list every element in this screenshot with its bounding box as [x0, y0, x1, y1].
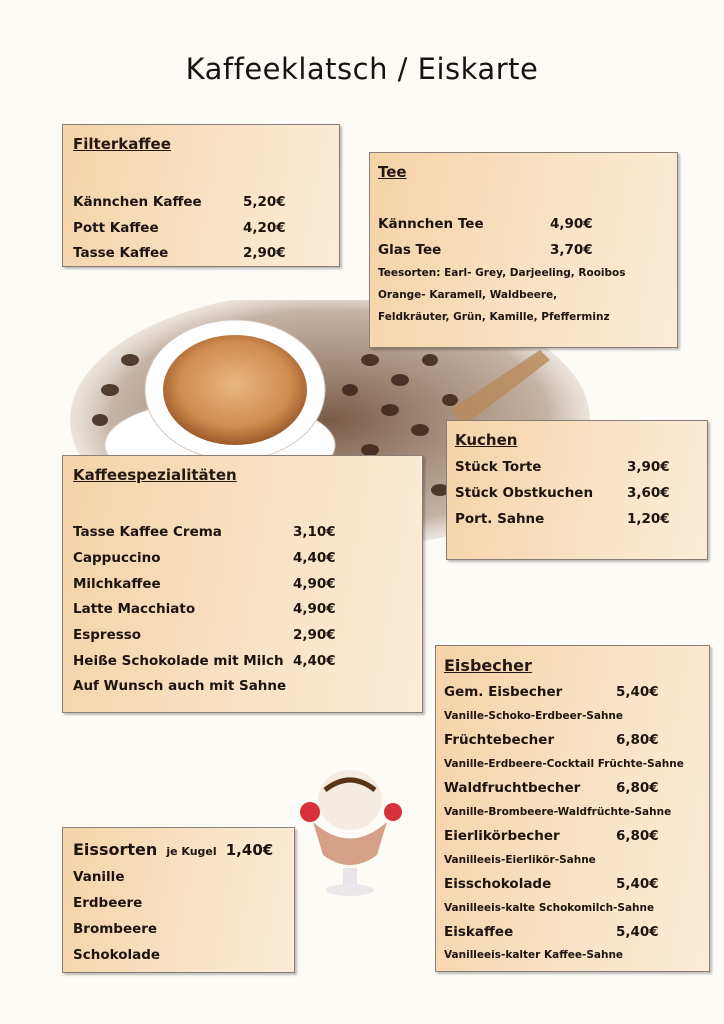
menu-item-name: Stück Torte [455, 459, 542, 475]
menu-item-price: 4,20€ [243, 220, 286, 236]
menu-item-price: 4,40€ [293, 653, 336, 669]
eissorte-item: Schokolade [73, 947, 161, 963]
menu-item-price: 6,80€ [616, 828, 659, 844]
eissorte-item: Vanille [73, 869, 125, 885]
kaffeespezialitaeten-box [62, 455, 423, 713]
menu-item-price: 3,60€ [627, 485, 670, 501]
menu-item-price: 4,90€ [550, 216, 593, 232]
menu-item-name: Kännchen Tee [378, 216, 484, 232]
eissorten-box [62, 827, 295, 973]
eisbecher-desc: Vanilleeis-kalter Kaffee-Sahne [444, 949, 624, 961]
teesorten-line: Feldkräuter, Grün, Kamille, Pfefferminz [378, 311, 610, 323]
kuchen-box [446, 420, 708, 560]
menu-item-name: Tasse Kaffee Crema [73, 524, 222, 540]
eisbecher-desc: Vanille-Erdbeere-Cocktail Früchte-Sahne [444, 758, 684, 770]
tee-heading: Tee [378, 163, 407, 181]
menu-item-name: Port. Sahne [455, 511, 545, 527]
sahne-note: Auf Wunsch auch mit Sahne [73, 678, 287, 694]
menu-item-price: 5,40€ [616, 876, 659, 892]
eisbecher-desc: Vanilleeis-Eierlikör-Sahne [444, 854, 596, 866]
teesorten-line: Teesorten: Earl- Grey, Darjeeling, Rooibos [378, 267, 626, 279]
eisbecher-heading: Eisbecher [444, 656, 532, 675]
menu-item-name: Eierlikörbecher [444, 828, 560, 844]
menu-item-name: Latte Macchiato [73, 601, 196, 617]
eisbecher-box [435, 645, 710, 972]
menu-item-price: 4,90€ [293, 576, 336, 592]
menu-item-price: 6,80€ [616, 732, 659, 748]
teesorten-line: Orange- Karamell, Waldbeere, [378, 289, 558, 301]
menu-item-name: Cappuccino [73, 550, 161, 566]
menu-item-price: 2,90€ [243, 245, 286, 261]
filterkaffee-heading: Filterkaffee [73, 135, 171, 153]
ice-cream-image [285, 760, 415, 900]
menu-item-price: 2,90€ [293, 627, 336, 643]
menu-item-name: Waldfruchtbecher [444, 780, 581, 796]
menu-item-name: Tasse Kaffee [73, 245, 169, 261]
eissorten-heading-row [73, 840, 273, 859]
page-title: Kaffeeklatsch / Eiskarte [185, 52, 539, 86]
menu-item-price: 5,40€ [616, 924, 659, 940]
menu-item-price: 5,40€ [616, 684, 659, 700]
menu-item-name: Glas Tee [378, 242, 442, 258]
menu-item-price: 4,90€ [293, 601, 336, 617]
eisbecher-desc: Vanilleeis-kalte Schokomilch-Sahne [444, 902, 655, 914]
kugel-price: 1,40€ [225, 841, 274, 859]
menu-item-name: Milchkaffee [73, 576, 161, 592]
eissorten-heading: Eissorten [73, 840, 158, 859]
menu-item-price: 6,80€ [616, 780, 659, 796]
menu-item-name: Espresso [73, 627, 142, 643]
menu-item-price: 4,40€ [293, 550, 336, 566]
kuchen-heading: Kuchen [455, 431, 518, 449]
per-kugel-label: je Kugel [166, 845, 217, 858]
menu-item-price: 3,90€ [627, 459, 670, 475]
menu-item-name: Eiskaffee [444, 924, 514, 940]
menu-item-price: 1,20€ [627, 511, 670, 527]
menu-item-price: 5,20€ [243, 194, 286, 210]
kaffeespezialitaeten-heading: Kaffeespezialitäten [73, 466, 237, 484]
tee-box [369, 152, 678, 348]
eisbecher-desc: Vanille-Brombeere-Waldfrüchte-Sahne [444, 806, 672, 818]
eisbecher-desc: Vanille-Schoko-Erdbeer-Sahne [444, 710, 624, 722]
menu-item-name: Gem. Eisbecher [444, 684, 563, 700]
menu-item-name: Früchtebecher [444, 732, 555, 748]
menu-item-name: Eisschokolade [444, 876, 552, 892]
menu-item-name: Kännchen Kaffee [73, 194, 202, 210]
menu-item-price: 3,70€ [550, 242, 593, 258]
menu-item-name: Heiße Schokolade mit Milch [73, 653, 284, 669]
menu-item-price: 3,10€ [293, 524, 336, 540]
filterkaffee-box [62, 124, 340, 267]
menu-item-name: Stück Obstkuchen [455, 485, 594, 501]
eissorte-item: Erdbeere [73, 895, 143, 911]
eissorte-item: Brombeere [73, 921, 158, 937]
menu-item-name: Pott Kaffee [73, 220, 159, 236]
